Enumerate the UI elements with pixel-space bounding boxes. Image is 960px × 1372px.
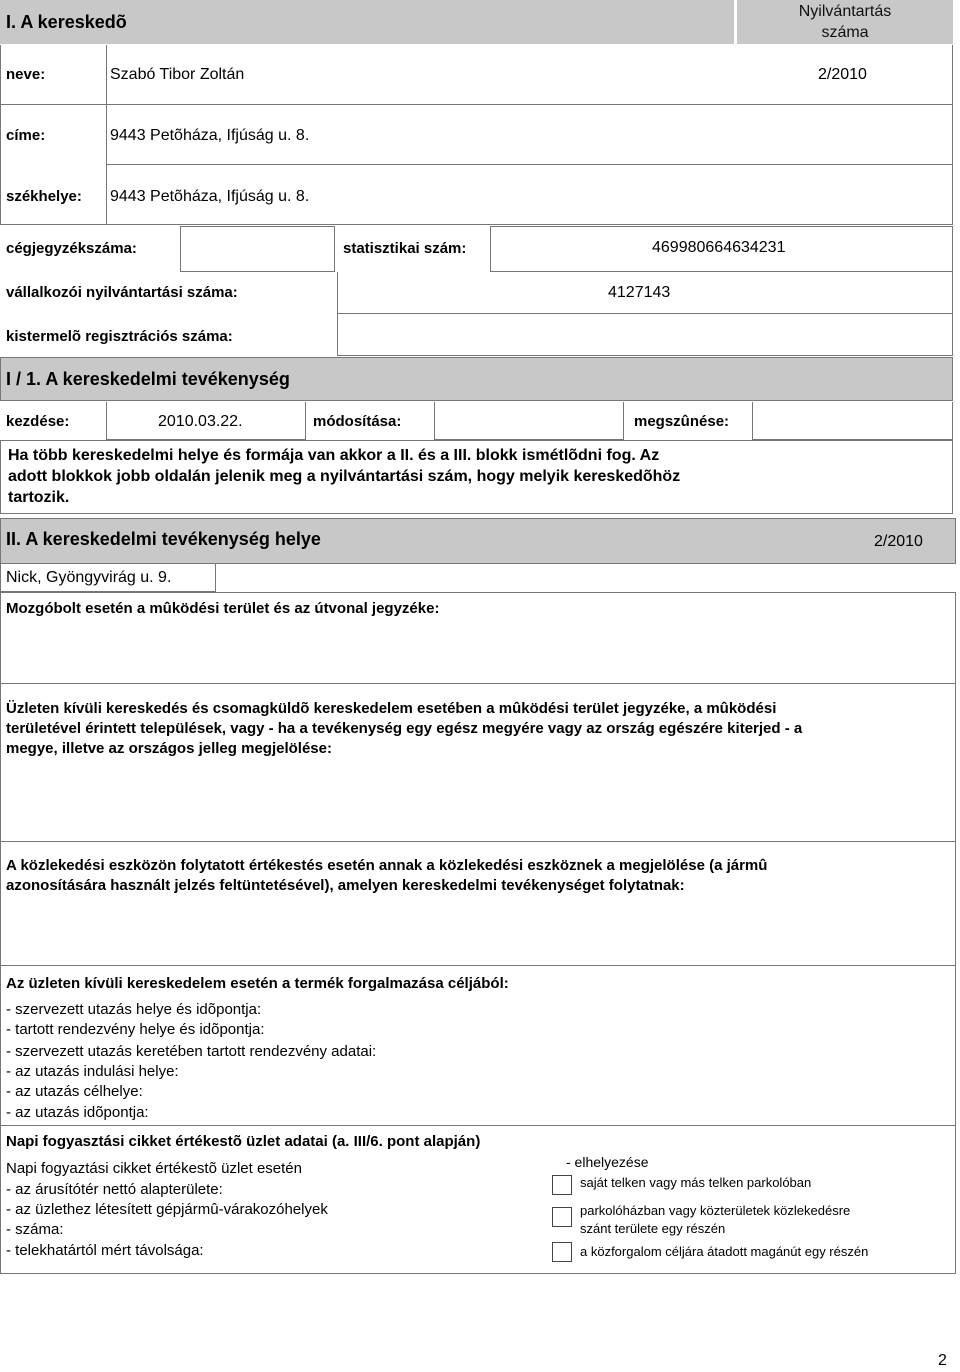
company-reg-label: cégjegyzékszáma: bbox=[6, 240, 137, 257]
start-value: 2010.03.22. bbox=[158, 413, 243, 430]
producer-value-box bbox=[337, 314, 953, 356]
stat-label: statisztikai szám: bbox=[343, 240, 467, 257]
seat-label: székhelye: bbox=[6, 188, 82, 205]
address-value: 9443 Petõháza, Ifjúság u. 8. bbox=[110, 127, 310, 144]
outside-trade-line-1: Üzleten kívüli kereskedés és csomagküldõ kereskedelem esetében a mûködési terület jegyzéke, a mûködési bbox=[6, 700, 777, 717]
outside-trade-line-3: megye, illetve az országos jelleg megjelölése: bbox=[6, 740, 332, 757]
outside-purpose-item: - tartott rendezvény helye és idõpontja: bbox=[6, 1021, 265, 1038]
registry-number: 2/2010 bbox=[818, 66, 867, 83]
vehicle-line-2: azonosítására használt jelzés feltüntetésével), amelyen kereskedelmi tevékenységet folytatnak: bbox=[6, 877, 685, 894]
section-2-title: II. A kereskedelmi tevékenység helye bbox=[6, 529, 321, 549]
modified-value-box bbox=[434, 402, 624, 440]
end-value-box bbox=[752, 402, 953, 440]
end-label: megszûnése: bbox=[634, 413, 730, 430]
section-1-1-title: I / 1. A kereskedelmi tevékenység bbox=[6, 369, 290, 389]
placement-checkbox-garage[interactable] bbox=[552, 1207, 572, 1227]
registry-label: Nyilvántartás bbox=[798, 3, 892, 20]
repeat-note-line-1: Ha több kereskedelmi helye és formája van akkor a II. és a III. blokk ismétlõdni fog. Az bbox=[8, 447, 660, 464]
outside-purpose-item: - szervezett utazás keretében tartott rendezvény adatai: bbox=[6, 1043, 377, 1060]
outside-purpose-title: Az üzleten kívüli kereskedelem esetén a termék forgalmazása céljából: bbox=[6, 975, 509, 992]
outside-purpose-item: - szervezett utazás helye és idõpontja: bbox=[6, 1001, 262, 1018]
entrepreneur-label: vállalkozói nyilvántartási száma: bbox=[6, 284, 238, 301]
placement-option-own-lot: saját telken vagy más telken parkolóban bbox=[580, 1175, 812, 1190]
placement-label: - elhelyezése bbox=[566, 1154, 649, 1170]
producer-label: kistermelõ regisztrációs száma: bbox=[6, 328, 233, 345]
page-number: 2 bbox=[938, 1352, 947, 1369]
section-1-title: I. A kereskedõ bbox=[6, 12, 127, 32]
shop-item: - telekhatártól mért távolsága: bbox=[6, 1242, 204, 1259]
placement-option-garage-line-2: szánt területe egy részén bbox=[580, 1221, 726, 1236]
shop-item: Napi fogyaztási cikket értékestõ üzlet esetén bbox=[6, 1160, 302, 1177]
section-2-registry-number: 2/2010 bbox=[874, 533, 923, 550]
shop-item: - az üzlethez létesített gépjármû-várakozóhelyek bbox=[6, 1201, 328, 1218]
start-label: kezdése: bbox=[6, 413, 70, 430]
name-value: Szabó Tibor Zoltán bbox=[110, 66, 245, 83]
shop-item: - az árusítótér nettó alapterülete: bbox=[6, 1181, 223, 1198]
outside-purpose-item: - az utazás célhelye: bbox=[6, 1083, 143, 1100]
outside-trade-line-2: területével érintett települések, vagy - ha a tevékenység egy egész megyére vagy az ország egészére kiterjed - a bbox=[6, 720, 803, 737]
placement-option-garage-line-1: parkolóházban vagy közterületek közlekedésre bbox=[580, 1203, 851, 1218]
stat-value: 469980664634231 bbox=[652, 239, 786, 256]
vehicle-line-1: A közlekedési eszközön folytatott értékestés esetén annak a közlekedési eszköznek a megjelölése (a jármû bbox=[6, 857, 768, 874]
address-label: címe: bbox=[6, 127, 46, 144]
company-reg-value-box bbox=[180, 226, 335, 272]
registry-label-2: száma bbox=[821, 24, 869, 41]
outside-purpose-item: - az utazás indulási helye: bbox=[6, 1063, 179, 1080]
name-label: neve: bbox=[6, 66, 46, 83]
mobile-shop-label: Mozgóbolt esetén a mûködési terület és az útvonal jegyzéke: bbox=[6, 600, 440, 617]
shop-title: Napi fogyasztási cikket értékestõ üzlet adatai (a. III/6. pont alapján) bbox=[6, 1133, 481, 1150]
place-value: Nick, Gyöngyvirág u. 9. bbox=[6, 569, 172, 586]
seat-value: 9443 Petõháza, Ifjúság u. 8. bbox=[110, 188, 310, 205]
placement-checkbox-private-road[interactable] bbox=[552, 1242, 572, 1262]
placement-checkbox-own-lot[interactable] bbox=[552, 1175, 572, 1195]
shop-item: - száma: bbox=[6, 1221, 64, 1238]
entrepreneur-value: 4127143 bbox=[608, 284, 671, 301]
repeat-note-line-2: adott blokkok jobb oldalán jelenik meg a nyilvántartási szám, hogy melyik kereskedõhöz bbox=[8, 468, 681, 485]
modified-label: módosítása: bbox=[313, 413, 402, 430]
placement-option-private-road: a közforgalom céljára átadott magánút egy részén bbox=[580, 1244, 869, 1259]
outside-purpose-item: - az utazás idõpontja: bbox=[6, 1104, 149, 1121]
repeat-note-line-3: tartozik. bbox=[8, 489, 70, 506]
